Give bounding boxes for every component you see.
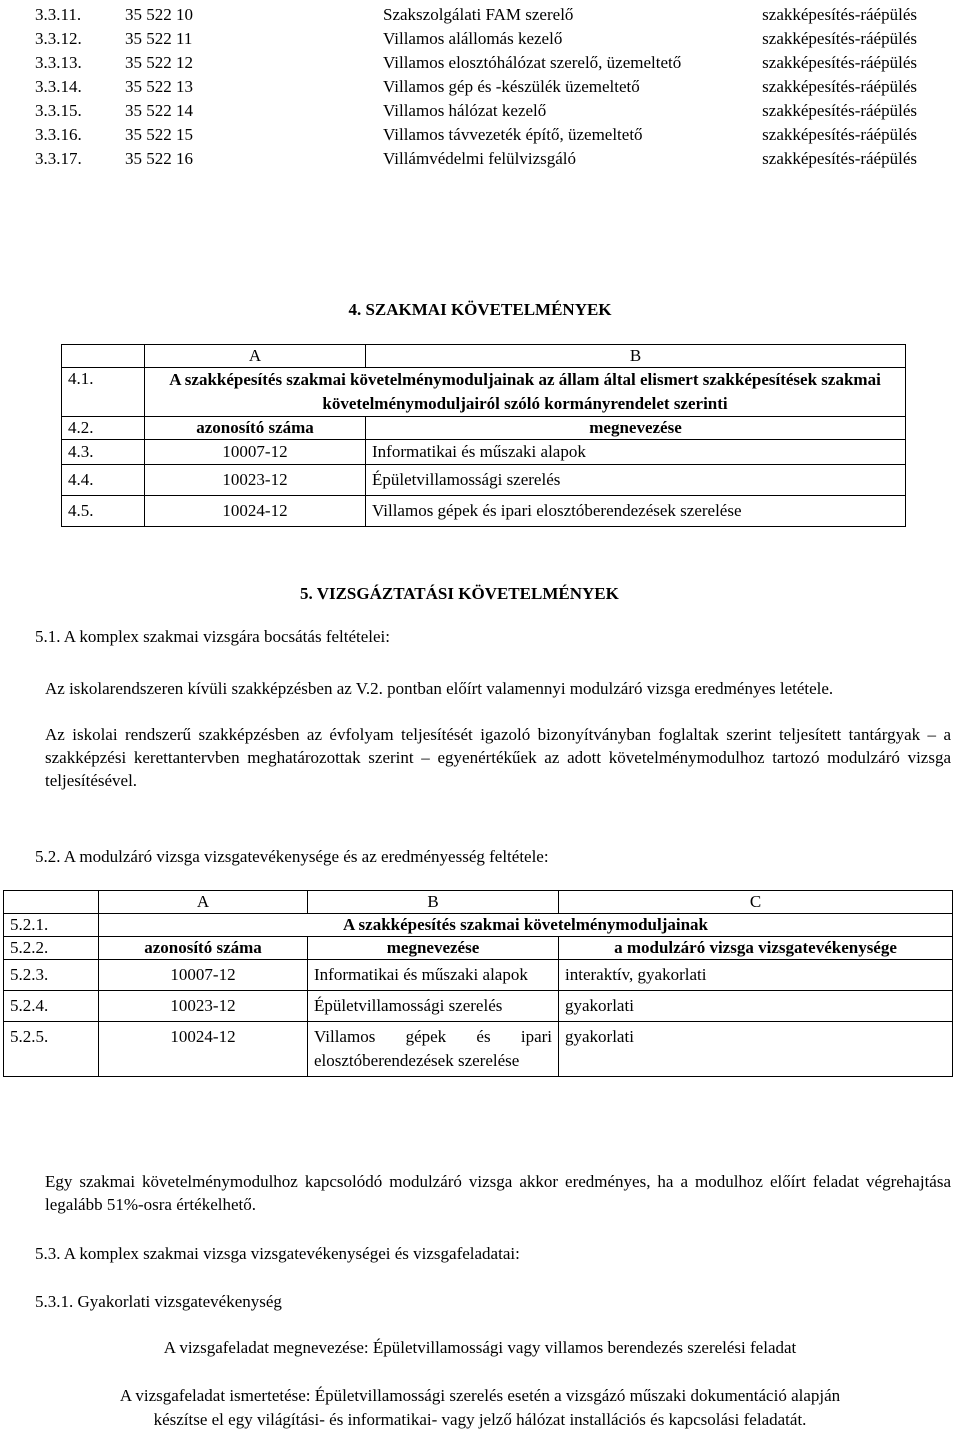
qualification-name: Villámvédelmi felülvizsgáló <box>383 149 577 168</box>
qualification-row <box>35 3 925 27</box>
exam-activity: interaktív, gyakorlati <box>559 960 953 991</box>
col-b-header: B <box>366 345 906 368</box>
t2-col-c: C <box>559 891 953 914</box>
qualifications-table <box>35 3 925 171</box>
qualification-name: Villamos hálózat kezelő <box>383 101 547 120</box>
qualification-code: 35 522 10 <box>125 5 193 24</box>
qualification-type: szakképesítés-ráépülés <box>762 101 917 120</box>
module-number: 4.3. <box>62 440 145 465</box>
exam-module-id: 10007-12 <box>99 960 308 991</box>
row-num: 5.2.1. <box>4 914 99 937</box>
module-name: Épületvillamossági szerelés <box>366 465 906 496</box>
t2-col-a: A <box>99 891 308 914</box>
qualification-name: Szakszolgálati FAM szerelő <box>383 5 574 24</box>
t2-id-header: azonosító száma <box>99 937 308 960</box>
module-heading: A szakképesítés szakmai követelménymoduljainak az állam által elismert szakképesítések szakmai követelménymoduljairól szóló kormányrendelet szerinti <box>145 368 906 417</box>
module-name: Informatikai és műszaki alapok <box>366 440 906 465</box>
exam-activity: gyakorlati <box>559 991 953 1022</box>
t2-col-b: B <box>308 891 559 914</box>
qualification-code: 35 522 16 <box>125 149 193 168</box>
qualification-name: Villamos távvezeték építő, üzemeltető <box>383 125 643 144</box>
subsection-5-2: 5.2. A modulzáró vizsga vizsgatevékenysége és az eredményesség feltétele: <box>35 847 549 866</box>
qualification-name: Villamos gép és -készülék üzemeltető <box>383 77 640 96</box>
qualification-code: 35 522 14 <box>125 101 193 120</box>
task-description-line-2: készítse el egy világítási- és informatikai- vagy jelző hálózat installációs és kapcsolási feladatát. <box>153 1410 807 1429</box>
exam-row-number: 5.2.3. <box>4 960 99 991</box>
qualification-row <box>35 75 925 99</box>
qualification-number: 3.3.17. <box>35 149 82 168</box>
row-num: 4.2. <box>62 417 145 440</box>
qualification-number: 3.3.11. <box>35 5 82 24</box>
qualification-row <box>35 27 925 51</box>
exam-row-number: 5.2.5. <box>4 1022 99 1077</box>
exam-row-number: 5.2.4. <box>4 991 99 1022</box>
col-a-header: A <box>145 345 366 368</box>
qualification-type: szakképesítés-ráépülés <box>762 125 917 144</box>
exam-row <box>4 991 953 1022</box>
module-row <box>62 465 906 496</box>
subsection-5-1: 5.1. A komplex szakmai vizsgára bocsátás feltételei: <box>35 627 390 646</box>
exam-module-id: 10023-12 <box>99 991 308 1022</box>
qualification-type: szakképesítés-ráépülés <box>762 149 917 168</box>
qualification-type: szakképesítés-ráépülés <box>762 5 917 24</box>
module-row <box>62 496 906 527</box>
id-header: azonosító száma <box>145 417 366 440</box>
exam-activity: gyakorlati <box>559 1022 953 1077</box>
qualification-number: 3.3.14. <box>35 77 82 96</box>
exam-activity-table <box>3 890 953 1077</box>
exam-module-name: Épületvillamossági szerelés <box>308 991 559 1022</box>
qualification-code: 35 522 12 <box>125 53 193 72</box>
t2-name-header: megnevezése <box>308 937 559 960</box>
t2-activity-header: a modulzáró vizsga vizsgatevékenysége <box>559 937 953 960</box>
task-name: A vizsgafeladat megnevezése: Épületvillamossági vagy villamos berendezés szerelési feladat <box>163 1338 797 1357</box>
qualification-code: 35 522 11 <box>125 29 193 48</box>
qualification-number: 3.3.16. <box>35 125 82 144</box>
row-num: 5.2.2. <box>4 937 99 960</box>
section-4-title: 4. SZAKMAI KÖVETELMÉNYEK <box>348 300 612 319</box>
qualification-type: szakképesítés-ráépülés <box>762 53 917 72</box>
qualification-code: 35 522 13 <box>125 77 193 96</box>
subsection-5-3-1: 5.3.1. Gyakorlati vizsgatevékenység <box>35 1292 282 1311</box>
module-id: 10024-12 <box>145 496 366 527</box>
exam-module-name: Villamos gépek és ipari elosztóberendezések szerelése <box>308 1022 559 1077</box>
row-num: 4.1. <box>62 368 145 417</box>
subsection-5-3: 5.3. A komplex szakmai vizsga vizsgatevékenységei és vizsgafeladatai: <box>35 1244 520 1263</box>
section-5-title: 5. VIZSGÁZTATÁSI KÖVETELMÉNYEK <box>300 584 619 603</box>
qualification-code: 35 522 15 <box>125 125 193 144</box>
qualification-number: 3.3.13. <box>35 53 82 72</box>
qualification-row <box>35 123 925 147</box>
paragraph-3: Egy szakmai követelménymodulhoz kapcsolódó modulzáró vizsga akkor eredményes, ha a modulhoz előírt feladat végrehajtása legalább 51%-osra értékelhető. <box>45 1172 951 1214</box>
exam-module-id: 10024-12 <box>99 1022 308 1077</box>
paragraph-1: Az iskolarendszeren kívüli szakképzésben az V.2. pontban előírt valamennyi modulzáró vizsga eredményes letétele. <box>45 679 834 698</box>
qualification-type: szakképesítés-ráépülés <box>762 29 917 48</box>
qualification-number: 3.3.15. <box>35 101 82 120</box>
module-id: 10023-12 <box>145 465 366 496</box>
module-number: 4.5. <box>62 496 145 527</box>
requirements-modules-table <box>61 344 906 527</box>
qualification-type: szakképesítés-ráépülés <box>762 77 917 96</box>
module-name: Villamos gépek és ipari elosztóberendezések szerelése <box>366 496 906 527</box>
exam-module-name: Informatikai és műszaki alapok <box>308 960 559 991</box>
paragraph-2: Az iskolai rendszerű szakképzésben az évfolyam teljesítését igazoló bizonyítványban foglaltak szerint teljesített tantárgyak – a szakképzési kerettantervben meghatározottak szerint – egyenértékűek az adott követelménymodulhoz tartozó modulzáró vizsga teljesítésével. <box>45 725 951 790</box>
qualification-name: Villamos alállomás kezelő <box>383 29 563 48</box>
qualification-number: 3.3.12. <box>35 29 82 48</box>
qualification-row <box>35 51 925 75</box>
module-number: 4.4. <box>62 465 145 496</box>
task-description-line-1: A vizsgafeladat ismertetése: Épületvillamossági szerelés esetén a vizsgázó műszaki dokumentáció alapján <box>119 1386 841 1405</box>
name-header: megnevezése <box>366 417 906 440</box>
t2-heading: A szakképesítés szakmai követelménymoduljainak <box>99 914 953 937</box>
module-row <box>62 440 906 465</box>
module-id: 10007-12 <box>145 440 366 465</box>
exam-row <box>4 1022 953 1077</box>
qualification-row <box>35 99 925 123</box>
qualification-name: Villamos elosztóhálózat szerelő, üzemeltető <box>383 53 682 72</box>
exam-row <box>4 960 953 991</box>
qualification-row <box>35 147 925 171</box>
